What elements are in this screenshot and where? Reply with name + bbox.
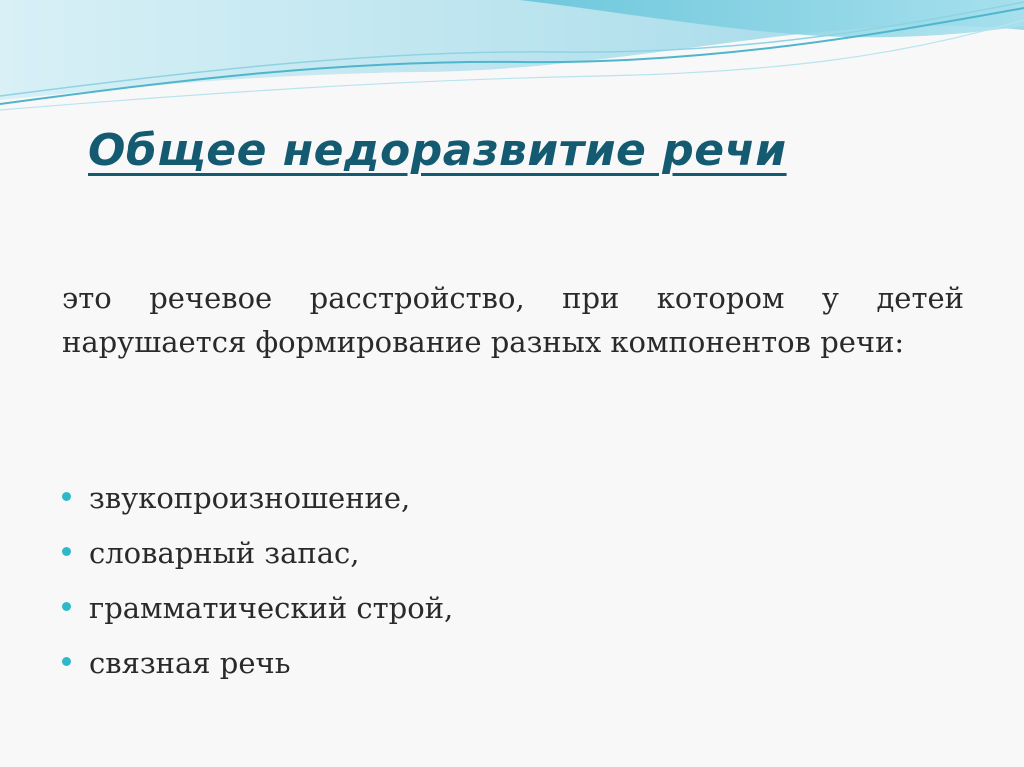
list-item: [62, 580, 453, 635]
intro-text: это речевое расстройство, при котором у детей нарушается формирование разных компонентов речи:: [62, 281, 964, 359]
component-list: [62, 470, 453, 690]
list-item-label: связная речь: [89, 645, 291, 680]
list-item-label: грамматический строй,: [89, 590, 454, 625]
list-item-label: звукопроизношение,: [89, 480, 411, 515]
slide-title: Общее недоразвитие речи: [88, 125, 787, 176]
list-item: [62, 525, 453, 580]
list-item: [62, 635, 453, 690]
bullet-dot-icon: [62, 492, 71, 501]
bullet-dot-icon: [62, 547, 71, 556]
bullet-dot-icon: [62, 657, 71, 666]
list-item-label: словарный запас,: [89, 535, 360, 570]
decorative-wave-header: [0, 0, 1024, 120]
bullet-dot-icon: [62, 602, 71, 611]
list-item: [62, 470, 453, 525]
